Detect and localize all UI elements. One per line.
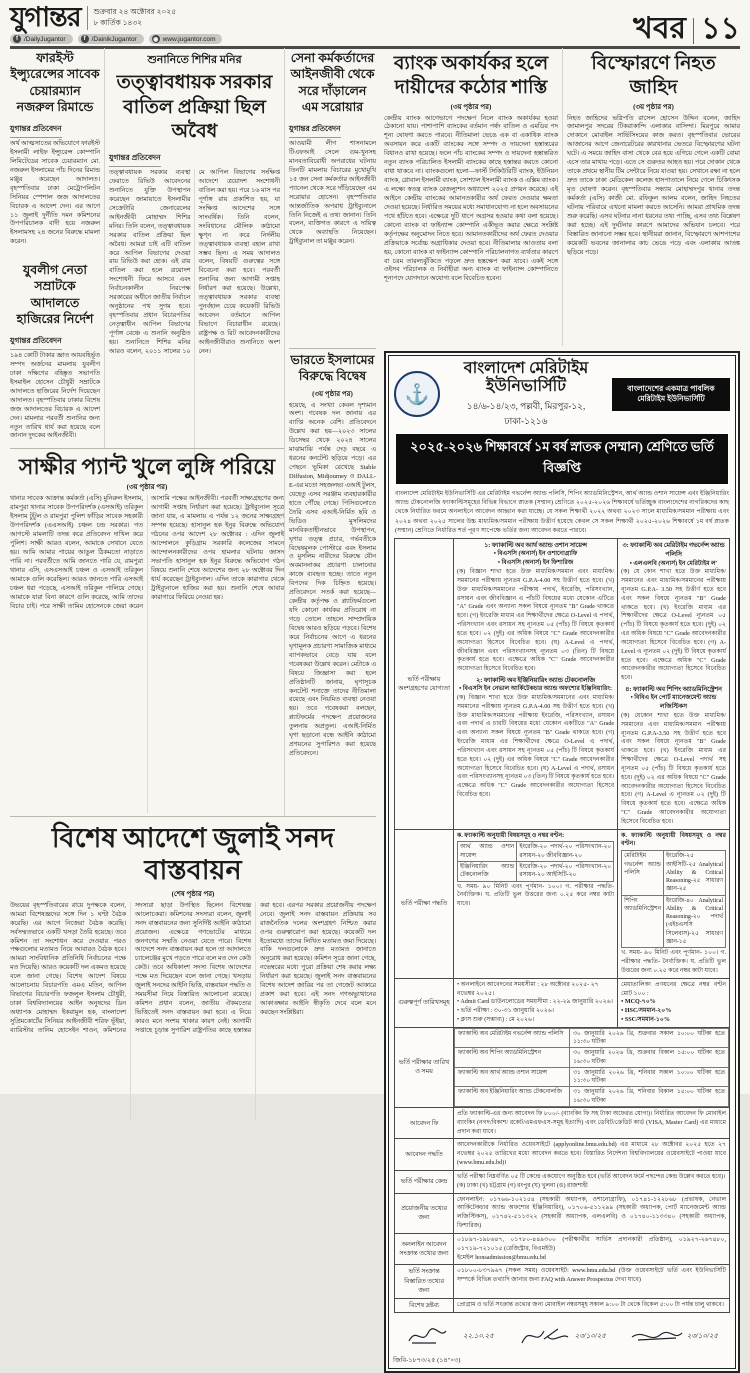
method-right-heading: ক. ফ্যাকাল্টি অনুযায়ী বিষয়সমূহ ও নম্বর বণ্টন। <box>621 832 726 848</box>
centers-list: (ক) ঢাকা (খ) চট্টগ্রাম (গ) রংপুর (ঘ) খুলনা (ঙ) রাজশাহী <box>457 1182 588 1189</box>
method-left-heading: ক. ফ্যাকাল্টি অনুযায়ী বিষয়সমূহ ও নম্বর বণ্টন: <box>457 832 565 839</box>
row-label-schedule: ভর্তি পরীক্ষার তারিখ ও সময় <box>395 1027 454 1107</box>
marks-table-left <box>457 841 614 881</box>
body-text: থানার সাবেক আক্রান্ত কর্মকর্তা (এসি) মুনিরুল ইসলাম, রামপুরা থানার সাবেক উপপরিদর্শক (এসআই) তরিকুল ইসলাম টুটুল ও রামপুরা পুলিশ ফাঁড়ির সাবেক সহকারী উপপরিদর্শক (এএসআই) চঞ্চল চন্দ্র সরকার। গত আগস্টে মামলাটি তদন্ত করে প্রতিবেদন দাখিল করে পুলিশ। সাক্ষী আরও বলেন, আমাকে সেখানে যেতে হয়। আমি আমার পায়ের আঙুল ঠিকমতো নাড়াতে পারি না। পরবর্তীতে আমি জানতে পারি যে, রামপুরা থানার এসি, এসএসআই চঞ্চল ও এসআই তরিকুল আমাকে গুলি করেছিল। আরও জানতে পারি এসআই চঞ্চল ধরা পড়েছে, এসআই তরিকুল পালিয়ে গেছে। আমাকে যারা বিনা কারণে গুলি করেছে, আমি তাদের বিচার চাই। পরে সাক্ষী তামিম হোসেনকে জেরা করেন আসামি পক্ষের আইনজীবী। পরবর্তী সাক্ষ্যগ্রহণের জন্য আগামী সপ্তাহ নির্ধারণ করা হয়েছে। ট্রাইব্যুনাল সূত্রে জানা যায়, এ মামলায় এ পর্যন্ত ১২ জনের সাক্ষ্যগ্রহণ সম্পন্ন হয়েছে। হাসানুল হক ইনুর বিরুদ্ধে অভিযোগ গঠনের ওপর আদেশ ২৮ অক্টোবর : এদিন জুলাই আন্দোলনে কুড়িগ্রাম সরকারি কলেজের সামনে আন্দোলনকারীদের ওপর হামলার ঘটনায় জাসদ সভাপতি হাসানুল হক ইনুর বিরুদ্ধে অভিযোগ গঠন বিষয়ে শুনানি শেষে আদেশের জন্য ২৮ অক্টোবর দিন ধার্য করেছেন ট্রাইব্যুনাল। এদিন তাকে কারাগার থেকে ট্রাইব্যুনালে হাজির করা হয়। শুনানি শেষে আবার কারাগারে ফিরিয়ে নেওয়া হয়। <box>10 495 284 610</box>
signature-icon <box>406 1325 460 1347</box>
row-label-method: ভর্তি পরীক্ষা পদ্ধতি <box>395 829 454 978</box>
article-fareast <box>10 48 104 448</box>
divider <box>693 18 694 44</box>
masthead <box>10 2 740 49</box>
note-text: প্রোগ্রাম ও ভর্তি সংক্রান্ত তথ্যের জন্য মোবাইল নম্বরসমূহ সকাল ৯:০০ টা থেকে বিকেল ৫:০০ টা পর্যন্ত চালু থাকবে। <box>454 1298 730 1312</box>
facebook-badge-2 <box>78 34 144 44</box>
date-block <box>94 7 177 27</box>
headline: ভারতে ইসলামের বিরুদ্ধে বিদ্বেষ <box>290 353 375 384</box>
article-bharat <box>289 348 376 840</box>
body-text: কেন্দ্রীয় ব্যাংক আগেভাগে পদক্ষেপ নিলে ব্যাংক অকার্যকর হওয়া ঠেকানো যায়। পাশাপাশি ব্যাংকের বর্তমান পর্ষদ বাতিল ও এমডির পদ শূন্য ঘোষণা করতে পারবে। নীতিমালা ভেঙে এক বা একাধিক ব্যাংক অবসায়ন করে একটি ব্যাংকের সঙ্গে সম্পদ ও দায়দেনা হস্তান্তরের বিধানও রাখা হয়েছে। ফলে পাঁচ ব্যাংকের সম্পদ ও দায়দেনা হস্তান্তরিত নতুন ব্যাংক পরিচালিত ইসলামী ব্যাংকের কাছে হস্তান্তর করতে কোনো বাধা থাকবে না। ব্যাংকগুলো হলো—ফার্স্ট সিকিউরিটি ব্যাংক, ইউনিয়ন ব্যাংক, গ্লোবাল ইসলামী ব্যাংক, সোশ্যাল ইসলামী ব্যাংক ও এক্সিম ব্যাংক। এ লক্ষ্যে স্বতন্ত্র ব্যাংক রেজল্যুশন অধ্যাদেশ ২০২৫ প্রণয়ন করেছে। এই আইনে কেন্দ্রীয় ব্যাংকের আমানতকারীর অর্থ ফেরত দেওয়ার ক্ষমতা দেওয়া হয়েছে। নির্ধারিত সময়ের মধ্যে সমাধানযোগ্য না হলে অবসায়নের পথে হাঁটতে হবে। এক্ষেত্রে দুটি ধাপে অগ্রসর হওয়ার কথা বলা হয়েছে। কোনো ব্যাংক বা ফাইন্যান্স কোম্পানি একীভূত করার ক্ষেত্রে সংশ্লিষ্ট কর্তৃপক্ষের অনুমোদন নিতে হবে। আমানতকারীদের অর্থ ফেরত দেওয়ার প্রক্রিয়াকে সর্বোচ্চ অগ্রাধিকার দেওয়া হবে। নীতিমালার আওতায় বলা হয়, কোনো ব্যাংক বা ফাইন্যান্স কোম্পানি পরিচালনাগত ব্যর্থতার কারণে বা চরম তারল্যঝুঁকিতে পড়লে দ্রুত হস্তক্ষেপ করা যাবে। একই সঙ্গে ওইসব পরিচালক ও নির্বাহীরা অন্য ব্যাংক বা ফাইন্যান্স কোম্পানিতে শূন্যপদে যোগদানে অযোগ্য বলে বিবেচিত হবেন। <box>384 114 558 283</box>
marks-distribution: ইংরেজি-২০ পদার্থ-২০ পরিসংখ্যান-২০ রসায়ন-২০ আইসিটি-২০ <box>517 862 614 882</box>
faculty-2-program: • বিএসসি ইন নেভাল আর্কিটেকচার অ্যান্ড অফশোর ইঞ্জিনিয়ারিং: <box>457 685 614 694</box>
faculty-4-title: ৪: ফ্যাকাল্টি অব শিপিং অ্যাডমিনিস্ট্রেশন <box>625 686 722 694</box>
marks-distribution: ইংরেজি-২০ পদার্থ-২০ পরিসংখ্যান-২০ রসায়ন-২০ জীববিজ্ঞান-২০ <box>517 842 614 862</box>
row-label-fee: আবেদন ফি <box>395 1107 454 1138</box>
headline: তত্ত্বাবধায়ক সরকার বাতিল প্রক্রিয়া ছিল অবৈধ <box>116 72 273 143</box>
article-sena <box>289 50 376 345</box>
signature-2 <box>518 1325 606 1347</box>
faculty-name: মেরিটাইম গভর্নেন্স অ্যান্ড পলিসি <box>622 851 664 895</box>
facebook-icon: f <box>13 35 21 43</box>
schedule-faculty: ফ্যাকাল্টি অব শিপিং অ্যাডমিনিস্ট্রেশন <box>455 1048 570 1068</box>
headline: সেনা কর্মকর্তাদের আইনজীবী থেকে সরে দাঁড়ালেন এম সরোয়ার <box>290 51 375 114</box>
marks-table-right <box>621 850 726 948</box>
facebook-icon: f <box>81 35 89 43</box>
faculty-3-program: • এলএলবি (অনার্স) ইন মেরিটাইম ল' <box>621 560 726 569</box>
body-text: নিহত জাহিদের ভগ্নিপতি রাসেল হোসেন উদ্দিন বলেন, জাহিদ জামালপুর সদরের টিকরাকান্দি এলাকার বাসিন্দা। মিরপুরে আমার দোকানে মোবাইল সার্ভিসিংয়ের কাজ করত। বৃহস্পতিবার ভোরের আজানের আগে জেনারেটরের কারখানার ভেতরে বিস্ফোরণের ঘটনা ঘটে। এ সময়ে জাহিদ বাসা থেকে বের হয়ে এগিয়ে গেলে একটি বোমা এসে তার মাথায় পড়ে। এতে সে গুরুতর আহত হয়। পরে দোকান থেকে তাকে প্রথমে স্থানীয় টিম সেন্টারে নিয়ে যাওয়া হয়। সেখানে রক্ষা না হলে দ্রুত তাকে ঢাকা মেডিকেল কলেজ হাসপাতালে নিয়ে গেলে চিকিৎসক মৃত ঘোষণা করেন। বৃহস্পতিবার সন্ধ্যায় মোহাম্মদপুর থানার তদন্ত কর্মকর্তা (এসি) কাজী মো. রফিকুল আলম বলেন, জাহিদ নিহতের ঘটনায় পরিবারে এখনো মামলা করতে আসেনি। আমরা প্রাথমিক তদন্ত শুরু করেছি। এসব ঘটনার নানা ধরনের তথ্য পাচ্ছি, এসব তথ্য বিশ্লেষণ করা হচ্ছে। এই দুর্ঘটনার কারণে আমাদের অভিযান চলবে। পরে বিস্তারিত জানানো সম্ভব হবে। স্থানীয়রা জানান, বিস্ফোরণে আশপাশের কয়েকটি ভবনের জানালার কাচ ভেঙে পড়ে এবং এলাকায় আতঙ্ক ছড়িয়ে পড়ে। <box>567 114 740 256</box>
row-label-apply: আবেদন পদ্ধতি <box>395 1139 454 1170</box>
continuation-note: (৩য় পৃষ্ঠার পর) <box>450 102 492 111</box>
date-item: • Admit Card ডাউনলোডের সময়সীমা : ২২-২৯ জানুয়ারি ২০২৬। <box>457 998 614 1007</box>
date-item: • অনলাইনে আবেদনের সময়সীমা : ২৮ অক্টোবর ২০২৫- ২৭ নভেম্বর ২০২৫। <box>457 981 614 999</box>
faculty-name: আর্থ অ্যান্ড ওশান সায়েন্স <box>458 842 517 862</box>
schedule-table <box>454 1028 729 1107</box>
schedule-time: ৩১ জানুয়ারি ২০২৬ খ্রি, শনিবার বিকাল ১৫:০০ ঘটিকা হতে ১৬:৩০ ঘটিকা <box>570 1087 729 1107</box>
faculty-name: ইঞ্জিনিয়ারিং অ্যান্ড টেকনোলজি <box>458 862 517 882</box>
schedule-faculty: ফ্যাকাল্টি অব ইঞ্জিনিয়ারিং অ্যান্ড টেকনোলজি <box>455 1087 570 1107</box>
schedule-faculty: ফ্যাকাল্টি অব আর্থ অ্যান্ড ওশান সায়েন্স <box>455 1067 570 1087</box>
signature-icon <box>518 1325 572 1347</box>
apply-text: আবেদনকারীকে নির্ধারিত ওয়েবসাইটে (applyonline.bmu.edu.bd) এর মাধ্যমে ২৮ অক্টোবর ২০২৫ হতে ২৭ নভেম্বর ২০২৫ তারিখের মধ্যে আবেদন করতে হবে। বিস্তারিত নির্দেশনা বিশ্ববিদ্যালয়ের ওয়েবসাইটে পাওয়া যাবে (www.bmu.edu.bd)। <box>454 1139 730 1170</box>
admission-notice-title: ২০২৫-২০২৬ শিক্ষাবর্ষে ১ম বর্ষ স্নাতক (সম্মান) শ্রেণিতে ভর্তি বিজ্ঞপ্তি <box>396 434 728 484</box>
centers-cell <box>454 1170 730 1193</box>
row-label-contact: প্রয়োজনীয় তথ্যের জন্য <box>395 1193 454 1233</box>
divider <box>87 6 88 30</box>
headline: ফারইস্ট ইন্স্যুরেন্সের সাবেক চেয়ারম্যান নজরুল রিমান্ডে <box>10 51 100 114</box>
section-title: খবর <box>633 12 687 45</box>
merit-cell <box>618 978 730 1027</box>
faculty-1-title: ১: ফ্যাকাল্টি অব আর্থ অ্যান্ড ওশান সায়েন্স <box>484 542 587 550</box>
signatures-row <box>394 1318 730 1354</box>
continuation-note: (শেষ পৃষ্ঠার পর) <box>171 889 215 898</box>
row-label-note: বিশেষ দ্রষ্টব্য <box>395 1298 454 1312</box>
marks-distribution: ইংরেজি-২৫ আইসিটি-২৫ Analytical Ability & Critical Reasoning-২৫ সাধারণ জ্ঞান-২৫ <box>663 851 725 895</box>
continuation-note: (৩য় পৃষ্ঠার পর) <box>312 389 353 398</box>
faculty-1-criteria: (ক) বিজ্ঞান শাখা হতে উক্ত মাধ্যমিক/সমমান এবং মাধ্যমিক/সমমানের পরীক্ষায় ন্যূনতম G.P.A-4.00 সহ উত্তীর্ণ হতে হবে। (খ) উক্ত মাধ্যমিক/সমমানের পরীক্ষায় পদার্থ, ইংরেজি, পরিসংখ্যান, রসায়ন এবং জীববিজ্ঞান এ পাঁচটি বিষয়ের মধ্যে যেকোন এটিতে "A" Grade এবং অন্যান্য সকল বিষয়ে ন্যূনতম "B" Grade থাকতে হবে। (গ) ইংরেজি মাধ্যম এর শিক্ষার্থীদের ক্ষেত্রে O-Level এ পদার্থ, পরিসংখ্যান এবং রসায়ন সহ ন্যূনতম ০৫ (পাঁচ) টি বিষয়ে কৃতকার্য হতে হবে। ০২ (দুই) এর অধিক বিষয়ে "C" Grade আবেদনকারীর অযোগ্যতা হিসেবে বিবেচিত হবে। (ঘ) A-Level এ পদার্থ, জীববিজ্ঞান এবং পরিসংখ্যানসহ ন্যূনতম ০৩ (তিন) টি বিষয়ে কৃতকার্য হতে হবে। এক্ষেত্রে অধিক "C" Grade আবেদনকারীর অযোগ্যতা হিসেবে বিবেচিত হবে। <box>457 569 615 673</box>
merit-heading: মেধাতালিকা প্রণয়নের ক্ষেত্রে নম্বর বণ্টন মোট ১০০ : <box>621 981 726 997</box>
facebook-handle-2: /DainikJugantor <box>91 35 137 43</box>
marks-distribution: ইংরেজি-৪০ Analytical Ability & Critical Reasoning-২০ পদার্থ (এইচএসসি সিলেবাস)-২৫ সাধারণ জ্ঞান-১৫ <box>663 895 725 948</box>
headline: ব্যাংক অকার্যকর হলে দায়ীদের কঠোর শাস্তি <box>393 53 549 98</box>
faculty-3-title: ৩: ফ্যাকাল্টি অব মেরিটাইম গভর্নেন্স অ্যান্ড পলিসি <box>622 542 725 559</box>
body-text: আওয়ামী লীগ শাসনামলে টিএফআই সেলে গুম-খুনসহ মানবতাবিরোধী অপরাধের ঘটনায় তিনটি মামলায় বিচারের মুখোমুখি ১৫ জন সেনা কর্মকর্তার আইনজীবী প্যানেল থেকে সরে দাঁড়িয়েছেন এম সরোয়ার হোসেন। বৃহস্পতিবার আন্তর্জাতিক অপরাধ ট্রাইব্যুনালে তিনি নিজেই এ তথ্য জানান। তিনি বলেন, ব্যক্তিগত কারণে এ দায়িত্ব থেকে অব্যাহতি নিয়েছেন। ট্রাইব্যুনাল তা মঞ্জুর করেন। <box>289 140 376 246</box>
schedule-faculty: ফ্যাকাল্টি অব মেরিটাইম গভর্নেন্স অ্যান্ড পলিসি <box>455 1028 570 1048</box>
online-email: ইমেইল honsadmission@bmu.edu.bd <box>457 1254 546 1261</box>
article-jahid <box>562 48 740 346</box>
narrow-column <box>284 48 376 816</box>
page-number: ১১ <box>701 12 740 45</box>
maritime-university-ad <box>384 351 740 1373</box>
ad-reference-number: জিবি-১৮৭৩/২৫ (১৪"×৩) <box>393 1357 461 1365</box>
centers-text: ভর্তি পরীক্ষা নিম্নবর্ণিত ০৫ টি কেন্দ্রে একযোগে অনুষ্ঠিত হবে (ভর্তি আবেদন ফর্মে পছন্দের কেন্দ্র উল্লেখ করতে হবে)। <box>457 1173 726 1180</box>
right-region <box>384 48 740 1365</box>
online-cell <box>454 1233 730 1264</box>
website-url: www.jugantor.com <box>162 35 216 43</box>
body-text: উভয়ের বৃহস্পতিবারের রায়ে দুপক্ষকে বলেন, আমরা বিশেষজ্ঞদের সঙ্গে দিন ১ ঘণ্টা বৈঠক করেছি। এর আগে নিজেরা বৈঠক করেছি। সর্বসম্মতভাবে একটি খসড়া তৈরি হয়েছে। তবে কমিশন তা সংশোধন করে দেওয়ার পরও পক্ষগুলোর মতামত নিয়ে আবারও বৈঠক হবে। আমরা সাংবিধানিক প্রতিনিধি নির্বাচনের পক্ষে মত দিয়েছি। আরও কয়েকটি দল একমত হয়েছে বলে জানা গেছে। বিশেষ আদেশ বিষয়ে আলোচনায় বিচারপতি এমএ মতিন, আপিল বিভাগের বিচারপতি ফজলুল ইসলাম চৌধুরী, ঢাকা বিশ্ববিদ্যালয়ের আইন অনুষদের ডিন অধ্যাপক মোহাম্মদ ইকরামুল হক, বাংলাদেশ সুপ্রিমকোর্টের সিনিয়র আইনজীবী শরিফ ভূঁইয়া, ব্যারিস্টার তানিম হোসেইন শাওন, কমিশনের সদস্যরা ছাড়া উপস্থিত ছিলেন বিশেষজ্ঞ আলোচকরা। কমিশনের সদস্যরা বলেন, জুলাই সনদ বাস্তবায়নের জন্য সুনির্দিষ্ট আইনি কাঠামো প্রয়োজন। এক্ষেত্রে গণভোটের মাধ্যমে জনগণের সম্মতি নেওয়া যেতে পারে। বিশেষ আদেশে সনদ বাস্তবায়ন করা হলে তা আদালতে চ্যালেঞ্জের মুখে পড়তে পারে বলে মত দেন কেউ কেউ। তবে অধিকাংশ সদস্য বিশেষ আদেশের পক্ষে মত দিয়েছেন বলে জানা গেছে। খসড়ায় জুলাই সনদের আইনি ভিত্তি, বাস্তবায়ন পদ্ধতি ও সময়সীমা নিয়ে বিস্তারিত আলোচনা রয়েছে। কমিশন প্রধান বলেন, জাতীয় ঐকমত্যের ভিত্তিতেই সনদ বাস্তবায়ন করা হবে। এ নিয়ে কারও মনে সংশয় থাকার কারণ নেই। আগামী সপ্তাহে চূড়ান্ত সুপারিশ রাষ্ট্রপতির কাছে হস্তান্তর করা হবে। এরপর সরকার প্রয়োজনীয় পদক্ষেপ নেবে। জুলাই সনদ বাস্তবায়ন প্রক্রিয়ায় সব রাজনৈতিক দলের অংশগ্রহণ নিশ্চিত করার ওপর গুরুত্বারোপ করা হয়েছে। কয়েকটি দল ইতোমধ্যে তাদের লিখিত মতামত জমা দিয়েছে। বাকি দলগুলোকে দ্রুত মতামত জানাতে অনুরোধ করা হয়েছে। কমিশন সূত্রে জানা গেছে, নভেম্বরের মধ্যে পুরো প্রক্রিয়া শেষ করার লক্ষ্য নির্ধারণ করা হয়েছে। জুলাই সনদ বাস্তবায়নের বিশেষ আদেশ জারির পর তা গেজেট আকারে প্রকাশ করা হবে। এই সনদ গণঅভ্যুত্থানের আকাঙ্ক্ষার আইনি স্বীকৃতি দেবে বলে মনে করছেন সংশ্লিষ্টরা। <box>10 901 376 1034</box>
university-name: বাংলাদেশ মেরিটাইম ইউনিভার্সিটি <box>463 360 589 396</box>
signature-icon <box>630 1325 684 1347</box>
schedule-time: ৩০ জানুয়ারি ২০২৬ খ্রি, শুক্রবার বিকাল ১৫:০০ ঘটিকা হতে ১৬:৩০ ঘটিকা <box>570 1048 729 1068</box>
schedule-time: ৩১ জানুয়ারি ২০২৬ খ্রি, শনিবার সকাল ১০:০০ ঘটিকা হতে ১১:৩০ ঘটিকা <box>570 1067 729 1087</box>
headline: বিস্ফোরণে নিহত জাহিদ <box>591 53 716 98</box>
byline: যুগান্তর প্রতিবেদন <box>109 153 161 167</box>
globe-icon: ◉ <box>153 36 159 43</box>
method-left-cell <box>454 829 618 978</box>
admission-intro-text: বাংলাদেশ মেরিটাইম ইউনিভার্সিটি এর মেরিটাইম গভর্নেন্স অ্যান্ড পলিসি, শিপিং অ্যাডমিনিস্ট্রেশন, আর্থ অ্যান্ড ওশান সায়েন্স এবং ইঞ্জিনিয়ারিং অ্যান্ড টেকনোলজি ফ্যাকাল্টিসমূহের বিভিন্ন বিভাগে স্নাতক (সম্মান) শ্রেণিতে ২০২৫-২০২৬ শিক্ষাবর্ষে ভর্তিচ্ছুক বাংলাদেশের নাগরিকদের কাছ থেকে নির্ধারিত ফরমে অনলাইনে আবেদন আহ্বান করা যাচ্ছে। যে সকল শিক্ষার্থী ২০২২ অথবা ২০২৩ সালে মাধ্যমিক/সমমান পরীক্ষায় এবং ২০২৪ অথবা ২০২৫ সালের উচ্চ মাধ্যমিক/সমমান পরীক্ষায় উত্তীর্ণ হয়েছে কেবল সে সকল শিক্ষার্থী ২০২৫-২০২৬ শিক্ষাবর্ষে ১ম বর্ষ স্নাতক (সম্মান) শ্রেণিতে নির্ধারিত শর্ত পূরণ সাপেক্ষে ভর্তির জন্য আবেদন করতে পারবে। <box>395 489 729 534</box>
signature-date: ২৩/১০/২৫ <box>574 1332 606 1341</box>
row-label-eligibility: ভর্তি পরীক্ষায় অংশগ্রহণের যোগ্যতা <box>395 539 454 829</box>
eligibility-left-cell <box>454 539 618 829</box>
date-line-2: ৮ কার্তিক ১৪৩২ <box>93 17 143 27</box>
row-label-centers: ভর্তি পরীক্ষার কেন্দ্র <box>395 1170 454 1193</box>
headline: যুবলীগ নেতা সম্রাটকে আদালতে হাজিরের নির্দেশ <box>16 263 94 326</box>
continuation-note: (৩য় পৃষ্ঠার পর) <box>633 102 674 111</box>
university-address: ১৪/৬-১৪/২৩, পল্লবী, মিরপুর-১২, ঢাকা-১২১৬ <box>466 400 586 426</box>
newspaper-logo: যুগান্তর <box>10 2 81 32</box>
faculty-4-program: • বিবিএ ইন পোর্ট ম্যানেজমেন্ট অ্যান্ড লজিস্টিকস <box>621 694 726 712</box>
dates-left-cell <box>454 978 618 1027</box>
faculty-1-program: • বিএসসি (অনার্স) ইন ফিশারিজ <box>457 559 614 568</box>
signature-date: ২৩/১০/২৫ <box>686 1332 719 1341</box>
byline: যুগান্তর প্রতিবেদন <box>10 336 62 350</box>
university-crest-icon: ⚓ <box>394 371 440 417</box>
website-badge <box>149 34 223 44</box>
date-item: • ক্লাস শুরু (সম্ভাব্য) : মে ২০২৬। <box>457 1016 614 1025</box>
faculty-1-program: • বিএসসি (অনার্স) ইন ওশানোগ্রাফি <box>457 550 614 559</box>
body-text: অর্থ আত্মসাতের অভিযোগে ফারইস্ট ইসলামী লাইফ ইন্স্যুরেন্স কোম্পানি লিমিটেডের সাবেক চেয়ারম্যান মো. নজরুল ইসলামের পাঁচ দিনের রিমান্ড মঞ্জুর করেছেন আদালত। বৃহস্পতিবার ঢাকা মেট্রোপলিটন সিনিয়র স্পেশাল জজ আদালতের বিচারক এ আদেশ দেন। এর আগে ১১ জুলাই দুর্নীতি দমন কমিশনের উপপরিচালক বাদী হয়ে নজরুল ইসলামসহ ২৪ জনের বিরুদ্ধে মামলা করেন। <box>10 140 100 246</box>
byline: যুগান্তর প্রতিবেদন <box>10 124 62 138</box>
schedule-time: ৩০ জানুয়ারি ২০২৬ খ্রি, শুক্রবার সকাল ১০:০০ ঘটিকা হতে ১১:৩০ ঘটিকা <box>570 1028 729 1048</box>
body-text: হয়েছে, এ সংখ্যা কেবল দৃশ্যমান অংশ। গবেষক দল জানায় এর ব্যাপ্তি অনেক বেশি। প্রতিবেদনে উল্লেখ করা হয়—২০২৩ সালের ডিসেম্বর থেকে ২০২৪ সালের মাঝামাঝি পর্যন্ত দেড় বছরে এ ধরনের কনটেন্ট ছড়িয়ে পড়ে। এর পেছনে ভূমিকা রেখেছে Stable Diffusion, Midjourney ও DALL-E-এর মতো সহজলভ্য এআই টুলস, যেহেতু এসব সরঞ্জাম ব্যবহারকারীর হাতে পৌঁছে গেছে। পিসিগুলোতে তৈরি এসব এআই-নির্মিত ছবি ও ভিডিও মুসলিমদের মানবিকতাহীনভাবে উপস্থাপন, ঘৃণার তত্ত্ব প্রচার, গর্ভবতীকে বিদ্বেষমূলক পোস্টারে এবং ইসলাম ও মুসলিম নারীদের বিরুদ্ধে যৌন অবমাননাকর প্রচারণা চালানোর কাজে ব্যবহৃত হচ্ছে। তাতে নতুন বিপদের দিক চিহ্নিত হয়েছে। প্রতিবেদনে সতর্ক করা হয়েছে—কেন্দ্রীয় কর্তৃপক্ষ ও প্ল্যাটফর্মগুলো যদি কোনো কার্যকর প্রতিরোধ না গড়ে তোলে তাহলে সাম্প্রদায়িক বিদ্বেষ আরও ছড়িয়ে পড়বে। বিশেষ করে নির্বাচনের আগে এ ধরনের ঘৃণামূলক প্রচারণা সামাজিক মাধ্যমে ব্যাপকভাবে বেড়ে যায় বলে গবেষকরা উল্লেখ করেন। মেটাকে এ বিষয়ে জিজ্ঞাসা করা হলে প্রতিষ্ঠানটি জানায়, ঘৃণাসূচক কনটেন্ট শনাক্তে তাদের নীতিমালা রয়েছে এবং নিয়মিত ব্যবস্থা নেওয়া হয়। তবে গবেষকরা বলছেন, প্ল্যাটফর্মের পদক্ষেপ প্রয়োজনের তুলনায় অপ্রতুল। এআই-নির্মিত ঘৃণা ছড়ানো বন্ধে আইনি কাঠামো প্রণয়নের সুপারিশও করা হয়েছে প্রতিবেদনে। <box>289 401 376 758</box>
article-bank <box>384 48 562 346</box>
date-item: • ভর্তি পরীক্ষা : ৩০-৩১ জানুয়ারি ২০২৬। <box>457 1007 614 1016</box>
signature-date: ২২.১০.২৫ <box>462 1332 494 1341</box>
headline: বিশেষ আদেশে জুলাই সনদ বাস্তবায়ন <box>51 823 335 886</box>
date-line-1: শুক্রবার ২৪ অক্টোবর ২০২৫ <box>93 7 177 17</box>
details-text: ০১৮০০-৮৩৭৯৬৭ (সকল সময়) ওয়েবসাইট: www.bmu.edu.bd (উক্ত ওয়েবসাইটে ভর্তি এবং ইউনিভার্সিটি সম্পর্কে বিভিন্ন তথ্যাদি জানার জন্য FAQ with Answer Prospectus দেখা যাবে) <box>454 1265 730 1298</box>
faculty-3-criteria: (ক) যে কোন শাখা হতে উক্ত মাধ্যমিক/সমমানের এবং মাধ্যমিক/সমমানের পরীক্ষায় ন্যূনতম G.P.A- 3.50 সহ উত্তীর্ণ হতে হবে এবং সকল বিষয়ে ন্যূনতম "B" Grade থাকতে হবে। (খ) ইংরেজি মাধ্যম এর শিক্ষার্থীদের ক্ষেত্রে O-Level ন্যূনতম ০৫ (পাঁচ) টি বিষয়ে কৃতকার্য হতে হবে। (দুই) ০২ এর অধিক বিষয়ে "C" Grade আবেদনকারীর অযোগ্যতা হিসেবে বিবেচিত হবে। (গ) A-Level এ ন্যূনতম ০২ (দুই) টি বিষয়ে কৃতকার্য হতে হবে। এক্ষেত্রে অধিক "C" Grade আবেদনকারীর অযোগ্যতা হিসেবে বিবেচিত হবে। <box>621 569 726 682</box>
online-phones: ০১৮৯৭-১৯৮৬৪৭, ০১৭৮০-৪৪৯৩০০ (পরীক্ষার্থীর সার্ভিস প্রদানকারী প্রতিষ্ঠান), ০১৯২৭-২৬৭৪৮০, ০১৭১৯-৭২১০১৫ (রেজিস্ট্রার, বিএমইউ) <box>457 1236 726 1252</box>
schedule-cell <box>454 1027 730 1107</box>
method-left-notes: খ. সময়- ৯০ মিনিট এবং পূর্ণমান- ১০০। গ. পরীক্ষার পদ্ধতি-নৈর্ব্যক্তিক। ঘ. প্রতিটি ভুল উত্তরের জন্য ০.২৫ করে নম্বর কাটা যাবে। <box>457 883 615 908</box>
byline: যুগান্তর প্রতিবেদন <box>289 124 341 138</box>
method-right-notes: খ. সময়- ৯০ মিনিট এবং পূর্ণমান- ১০০। গ. পরীক্ষার পদ্ধতি- নৈর্ব্যক্তিক। ঘ. প্রতিটি ভুল উত্তরের জন্য ০.২৫ করে নম্বর কাটা যাবে। <box>621 950 726 974</box>
body-text: তত্ত্বাবধায়ক সরকার ব্যবস্থা ফেরাতে রিভিউ আবেদনের শুনানিতে যুক্তি উপস্থাপন করেছেন জামায়াতে ইসলামীর সেক্রেটারি জেনারেলের আইনজীবী মোহাম্মদ শিশির মনির। তিনি বলেন, তত্ত্বাবধায়ক সরকার বাতিল প্রক্রিয়া ছিল অবৈধ। আমরা চাই এটি বাতিল করে আপিল বিভাগের দেওয়া রায় রিভিউ করা হোক। এই রায় বাতিল করা হলে ত্রয়োদশ সংশোধনী ফিরে আসবে এবং নির্বাচনকালীন নিরপেক্ষ সরকারের অধীনে জাতীয় নির্বাচন অনুষ্ঠানের পথ সুগম হবে। বৃহস্পতিবার প্রধান বিচারপতির নেতৃত্বাধীন আপিল বিভাগের পূর্ণাঙ্গ বেঞ্চে এ শুনানি অনুষ্ঠিত হয়। শুনানিতে শিশির মনির আরও বলেন, ২০১১ সালের ১০ মে আপিল বিভাগের সংক্ষিপ্ত আদেশে ত্রয়োদশ সংশোধনী বাতিল করা হয়। পরে ১৬ মাস পর পূর্ণাঙ্গ রায় প্রকাশিত হয়, যা সংক্ষিপ্ত আদেশের সঙ্গে সাংঘর্ষিক। তিনি বলেন, সংবিধানের মৌলিক কাঠামো ক্ষুণ্ন না করে নির্দলীয় তত্ত্বাবধায়ক ব্যবস্থা বহাল রাখা সম্ভব ছিল। এ সময় আদালত বলেন, বিষয়টি গুরুত্বের সঙ্গে বিবেচনা করা হবে। পরবর্তী শুনানির জন্য আগামী সপ্তাহ নির্ধারণ করা হয়েছে। উল্লেখ্য, তত্ত্বাবধায়ক সরকার ব্যবস্থা পুনর্বহাল চেয়ে কয়েকটি রিভিউ আবেদন বর্তমানে আপিল বিভাগে বিচারাধীন রয়েছে। রাষ্ট্রপক্ষ ও রিট আবেদনকারীদের আইনজীবীরাও শুনানিতে অংশ নেন। <box>109 169 280 355</box>
row-label-dates: গুরুত্বপূর্ণ তারিখসমূহ <box>395 978 454 1027</box>
signature-3 <box>630 1325 718 1347</box>
faculty-name: শিপিং অ্যাডমিনিস্ট্রেশন <box>622 895 664 948</box>
eligibility-right-cell <box>618 539 730 829</box>
contact-text: ফোনলাইন: ০১৭৬৬-১০২১৫৪ (সহকারী অধ্যাপক, ওশানোগ্রাফি), ০১৭৪১-১২২৮৬৮ (প্রভাষক, নেভাল আর্কিটেকচার অ্যান্ড অফশোর ইঞ্জিনিয়ারিং), ০১৭০৬-৫১১২৯৯ (সহকারী অধ্যাপক, পোর্ট ম্যানেজমেন্ট অ্যান্ড লজিস্টিকস), ০১৭৪২-৫১১৩২২ (সহকারী অধ্যাপক, এলএলবি) ও ০১৭৪০-১১৩৩৪০ (সহকারী অধ্যাপক, ফিশারিজ) <box>454 1193 730 1233</box>
faculty-4-criteria: (ক) যেকোন শাখা হতে উক্ত মাধ্যমিক/সমমানের এবং মাধ্যমিক/সমমান পরীক্ষায় ন্যূনতম G.P.A-3.50 সহ উত্তীর্ণ হতে হবে এবং সকল বিষয়ে ন্যূনতম "B" Grade থাকতে হবে। (খ) ইংরেজি মাধ্যম এর শিক্ষার্থীদের ক্ষেত্রে O-Level পদার্থ সহ ন্যূনতম ০৫ (পাঁচ) টি বিষয়ে কৃতকার্য হতে হবে। (দুই) ০২ এর অধিক বিষয়ে "C" Grade আবেদনকারীর অযোগ্যতা হিসেবে বিবেচিত হবে। (গ) A-Level এ ন্যূনতম ০২ (দুই) টি বিষয়ে কৃতকার্য হতে হবে। এক্ষেত্রে অধিক "C" Grade আবেদনকারীর অযোগ্যতা হিসেবে বিবেচিত হবে। <box>621 712 726 825</box>
article-caretaker <box>104 48 284 448</box>
row-label-online: অনলাইন আবেদন সংক্রান্ত তথ্যের জন্য <box>395 1233 454 1264</box>
facebook-badge-1 <box>10 34 73 44</box>
university-tagline-badge: বাংলাদেশের একমাত্র পাবলিক মেরিটাইম ইউনিভার্সিটি <box>612 378 730 411</box>
admission-table <box>394 538 730 1313</box>
merit-item: • SSC/সমমান-১০% <box>621 1016 726 1025</box>
row-label-details: ভর্তি সংক্রান্ত বিস্তারিত তথ্যের জন্য <box>395 1265 454 1298</box>
article-sakkhi <box>10 448 284 816</box>
continuation-note: (৩য় পৃষ্ঠার পর) <box>126 483 168 492</box>
faculty-2-criteria: (ক) বিজ্ঞান শাখা হতে উক্ত মাধ্যমিক/সমমানের এবং মাধ্যমিক/সমমানের পরীক্ষায় ন্যূনতম G.P.A-4.00 সহ উত্তীর্ণ হতে হবে। (খ) উক্ত মাধ্যমিক/সমমানের পরীক্ষায় ইংরেজি, পরিসংখ্যান, রসায়ন এবং পদার্থ এ চারটি বিষয়ের মধ্যে যেকোন একটিতে "A" Grade এবং অন্যান্য সকল বিষয়ে ন্যূনতম "B" Grade থাকতে হবে। (গ) ইংরেজি মাধ্যম এর শিক্ষার্থীদের ক্ষেত্রে O-Level এ পদার্থ, পরিসংখ্যান এবং রসায়ন সহ ন্যূনতম ০৫ (পাঁচ) টি বিষয়ে কৃতকার্য হতে হবে। ০২ (দুই) এর অধিক বিষয়ে "C" Grade আবেদনকারীর অযোগ্যতা হিসেবে বিবেচিত হবে। (ঘ) A-Level এ পদার্থ, রসায়ন এবং পরিসংখ্যানসহ ন্যূনতম ০৩ (তিন) টি বিষয়ে কৃতকার্য হতে হবে। এক্ষেত্রে অধিক "C" Grade আবেদনকারীর অযোগ্যতা হিসেবে বিবেচিত হবে। <box>457 694 615 799</box>
merit-item: • HSC/সমমান-২০% <box>621 1007 726 1016</box>
method-right-cell <box>618 829 730 978</box>
body-text: ১৯৪ কোটি টাকার জ্ঞাত আয়বহির্ভূত সম্পদ অর্জনের মামলায় যুবলীগ ঢাকা দক্ষিণের বহিষ্কৃত সভাপতি ইসমাইল হোসেন চৌধুরী সম্রাটকে আদালতে হাজিরের নির্দেশ দিয়েছেন আদালত। বৃহস্পতিবার ঢাকার বিশেষ জজ আদালতের বিচারক এ আদেশ দেন। মামলার পরবর্তী শুনানির জন্য নতুন তারিখ ধার্য করা হয়েছে বলে জানান দুদকের আইনজীবী। <box>10 352 100 440</box>
facebook-handle-1: /DailyJugantor <box>24 35 66 43</box>
article-july <box>10 816 376 1120</box>
left-region <box>10 48 376 1092</box>
headline: সাক্ষীর প্যান্ট খুলে লুঙ্গি পরিয়ে <box>18 454 276 479</box>
fee-text: প্রতি ফ্যাকাল্টি-এর জন্য আবেদন ফি ৮০০/- (ব্যাংকিং ফি সহ টাকা অফেরত যোগ্য)। নির্ধারিত আবেদন ফি মোবাইল ব্যাংকিং (নগদ/বিকাশ/ রকেট/এমএফএস-সমূহ ইত্যাদি) এবং ডেবিট/ক্রেডিট কার্ড (VISA, Master Card) এর মাধ্যমে প্রদান করা যাবে। <box>454 1107 730 1138</box>
signature-1 <box>406 1325 494 1347</box>
merit-item: • MCQ-৭০% <box>621 998 726 1007</box>
kicker: শুনানিতে শিশির মনির <box>147 54 242 66</box>
faculty-2-title: ২: ফ্যাকাল্টি অব ইঞ্জিনিয়ারিং অ্যান্ড টেকনোলজি <box>476 676 595 684</box>
